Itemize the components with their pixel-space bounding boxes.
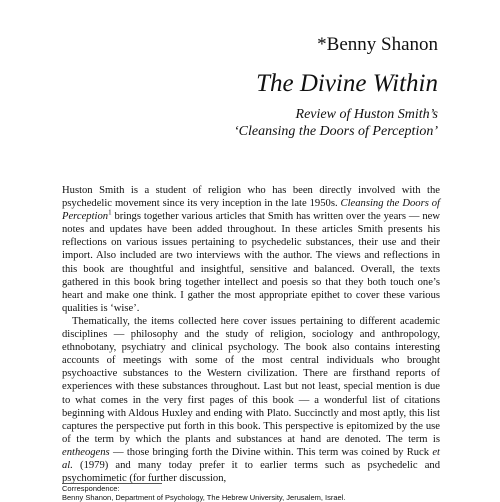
subtitle-line-1: Review of Huston Smith’s	[295, 107, 438, 122]
et-al: et al.	[62, 446, 440, 471]
paragraph-1	[62, 184, 440, 315]
correspondence-text: Benny Shanon, Department of Psychology, The Hebrew University, Jerusalem, Israel.	[62, 493, 346, 502]
subtitle-line-2: ‘Cleansing the Doors of Perception’	[233, 124, 438, 139]
paragraph-2-text-b: — those bringing forth the Divine within. This term was coined by Ruck	[109, 446, 433, 458]
article-body	[62, 184, 440, 485]
article-title: The Divine Within	[256, 70, 438, 97]
article-subtitle	[234, 106, 438, 140]
book-title-reference: Cleansing the Doors of Perception	[62, 198, 440, 223]
term-entheogens: entheogens	[62, 446, 110, 458]
paragraph-1-text-a: Huston Smith is a student of religion who has been directly involved with the psychedelic movement since its very inception in the late 1950s.	[62, 185, 440, 210]
author-name: *Benny Shanon	[317, 34, 438, 55]
paragraph-2	[62, 315, 440, 485]
correspondence-footnote	[62, 484, 482, 502]
correspondence-label: Correspondence:	[62, 484, 120, 493]
paragraph-1-text-b: brings together various articles that Smith has written over the years — new notes and updates have been added throughout. In these articles Smith presents his reflections on various issues pertaining to psychedelic substances, their use and their import. Also included are two interviews with the author. The views and reflections in this book are thoughtful and insightful, sensitive and balanced. Overall, the texts gathered in this book bring together intellect and poesis so that they both touch one’s heart and make one think. I gather the most appropriate epithet to cover these various qualities is ‘wise’.	[62, 211, 440, 314]
paragraph-2-text-c: (1979) and many today prefer it to earlier terms such as psychedelic and psychomimetic (for further discussion,	[62, 459, 440, 485]
footnote-marker: 1	[108, 208, 112, 217]
paragraph-2-text-a: Thematically, the items collected here cover issues pertaining to different academic disciplines — philosophy and the study of religion, sociology and anthropology, ethnobotany, psychiatry and clinical psychology. The book also contains interesting accounts of meetings with some of the most central individuals who brought psychoactive substances to the Western civilization. There are firsthand reports of experiences with these substances throughout. Last but not least, special mention is due to what comes in the very first pages of this book — a wonderful list of citations beginning with Aldous Huxley and ending with Plato. Succinctly and most aptly, this list captures the perspective put forth in this book. This perspective is epitomized by the use of the term by which the plants and substances at hand are denoted. The term is	[62, 315, 440, 445]
